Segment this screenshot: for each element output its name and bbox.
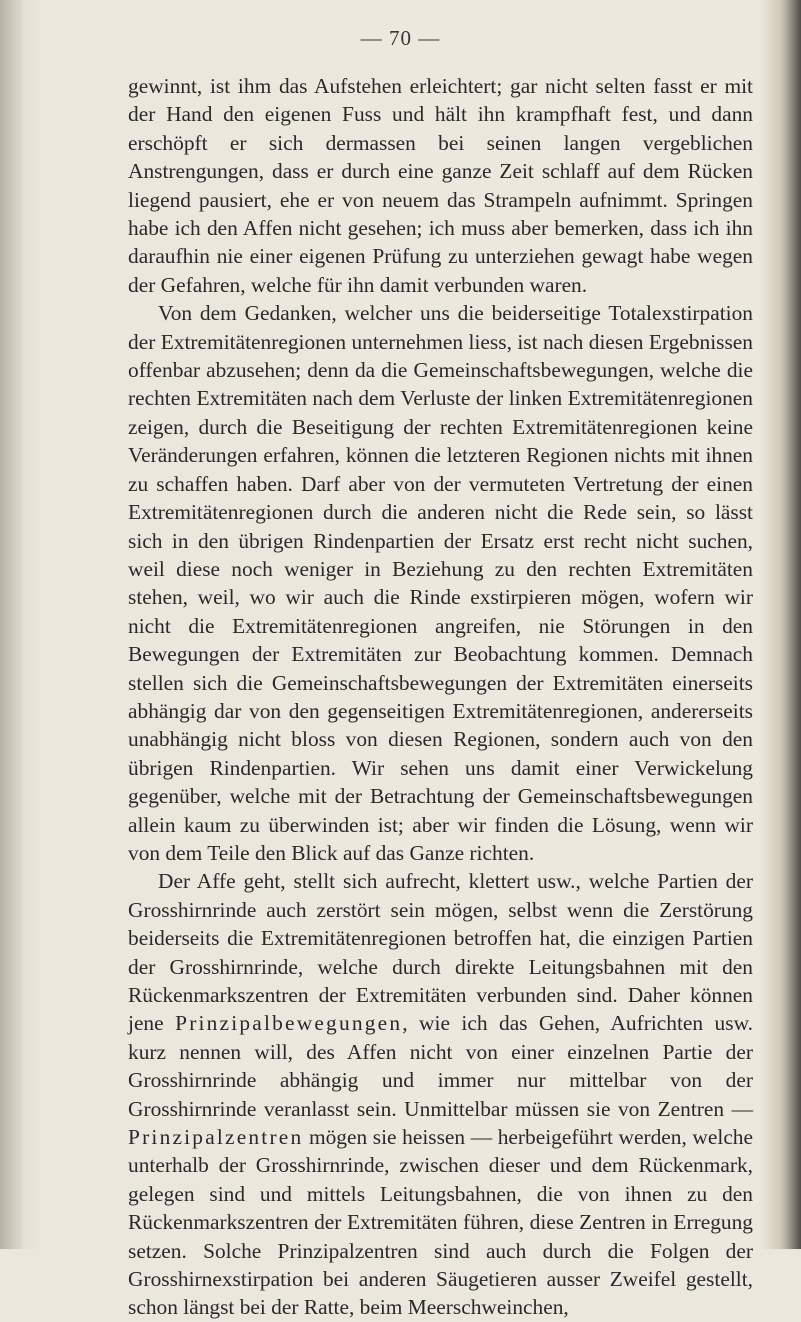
text-body	[128, 72, 753, 1322]
text-run: Der Affe geht, stellt sich aufrecht, klettert usw., welche Partien der Grosshirnrinde auch zerstört sein mögen, selbst wenn die Zerstörung beiderseits die Extremitätenregionen betroffen hat, die einzigen Partien der Grosshirnrinde, welche durch direkte Leitungsbahnen mit den Rückenmarkszentren der Extremitäten verbunden sind. Daher können jene	[128, 869, 753, 1036]
emphasized-term: Prinzipalzentren	[128, 1125, 304, 1150]
text-run: Von dem Gedanken, welcher uns die beiderseitige Totalexstirpation der Extremitätenregionen unternehmen liess, ist nach diesen Ergebnissen offenbar abzusehen; denn da die Gemeinschaftsbewegungen, welche die rechten Extremitäten nach dem Verluste der linken Extremitätenregionen zeigen, durch die Beseitigung der rechten Extremitätenregionen keine Veränderungen erfahren, können die letzteren Regionen nichts mit ihnen zu schaffen haben. Darf aber von der vermuteten Vertretung der einen Extremitätenregionen durch die anderen nicht die Rede sein, so lässt sich in den übrigen Rindenpartien der Ersatz erst recht nicht suchen, weil diese noch weniger in Beziehung zu den rechten Extremitäten stehen, weil, wo wir auch die Rinde exstirpieren mögen, wofern wir nicht die Extremitätenregionen angreifen, nie Störungen in den Bewegungen der Extremitäten zur Beobachtung kommen. Demnach stellen sich die Gemeinschaftsbewegungen der Extremitäten einerseits abhängig dar von den gegenseitigen Extremitätenregionen, andererseits unabhängig nicht bloss von diesen Regionen, sondern auch von den übrigen Rindenpartien. Wir sehen uns damit einer Verwickelung gegenüber, welche mit der Betrachtung der Gemeinschaftsbewegungen allein kaum zu überwinden ist; aber wir finden die Lösung, wenn wir von dem Teile den Blick auf das Ganze richten.	[128, 301, 753, 865]
paragraph	[128, 299, 753, 867]
page-edge	[785, 0, 801, 1249]
text-run: gewinnt, ist ihm das Aufstehen erleichtert; gar nicht selten fasst er mit der Hand den eigenen Fuss und hält ihn krampfhaft fest, und dann erschöpft er sich dermassen bei seinen langen vergeblichen Anstrengungen, dass er durch eine ganze Zeit schlaff auf dem Rücken liegend pausiert, ehe er von neuem das Strampeln aufnimmt. Springen habe ich den Affen nicht gesehen; ich muss aber bemerken, dass ich ihn daraufhin nie einer eigenen Prüfung zu unterziehen gewagt habe wegen der Gefahren, welche für ihn damit verbunden waren.	[128, 74, 753, 297]
binding-shadow	[0, 0, 22, 1249]
page-number: — 70 —	[360, 26, 441, 50]
paragraph	[128, 72, 753, 299]
text-run: mögen sie heissen — herbeigeführt werden, welche unterhalb der Grosshirnrinde, zwischen dieser und dem Rückenmark, gelegen sind und mittels Leitungsbahnen, die von ihnen zu den Rückenmarkszentren der Extremitäten führen, diese Zentren in Erregung setzen. Solche Prinzipalzentren sind auch durch die Folgen der Grosshirnexstirpation bei anderen Säugetieren ausser Zweifel gestellt, schon längst bei der Ratte, beim Meerschweinchen,	[128, 1125, 753, 1320]
emphasized-term: Prinzipalbewegungen	[175, 1011, 403, 1036]
text-run: , wie ich das Gehen, Aufrichten usw. kurz nennen will, des Affen nicht von einer einzelnen Partie der Grosshirnrinde abhängig und immer nur mittelbar von der Grosshirnrinde veranlasst sein. Unmittelbar müssen sie von Zentren —	[128, 1011, 753, 1121]
paragraph	[128, 867, 753, 1322]
